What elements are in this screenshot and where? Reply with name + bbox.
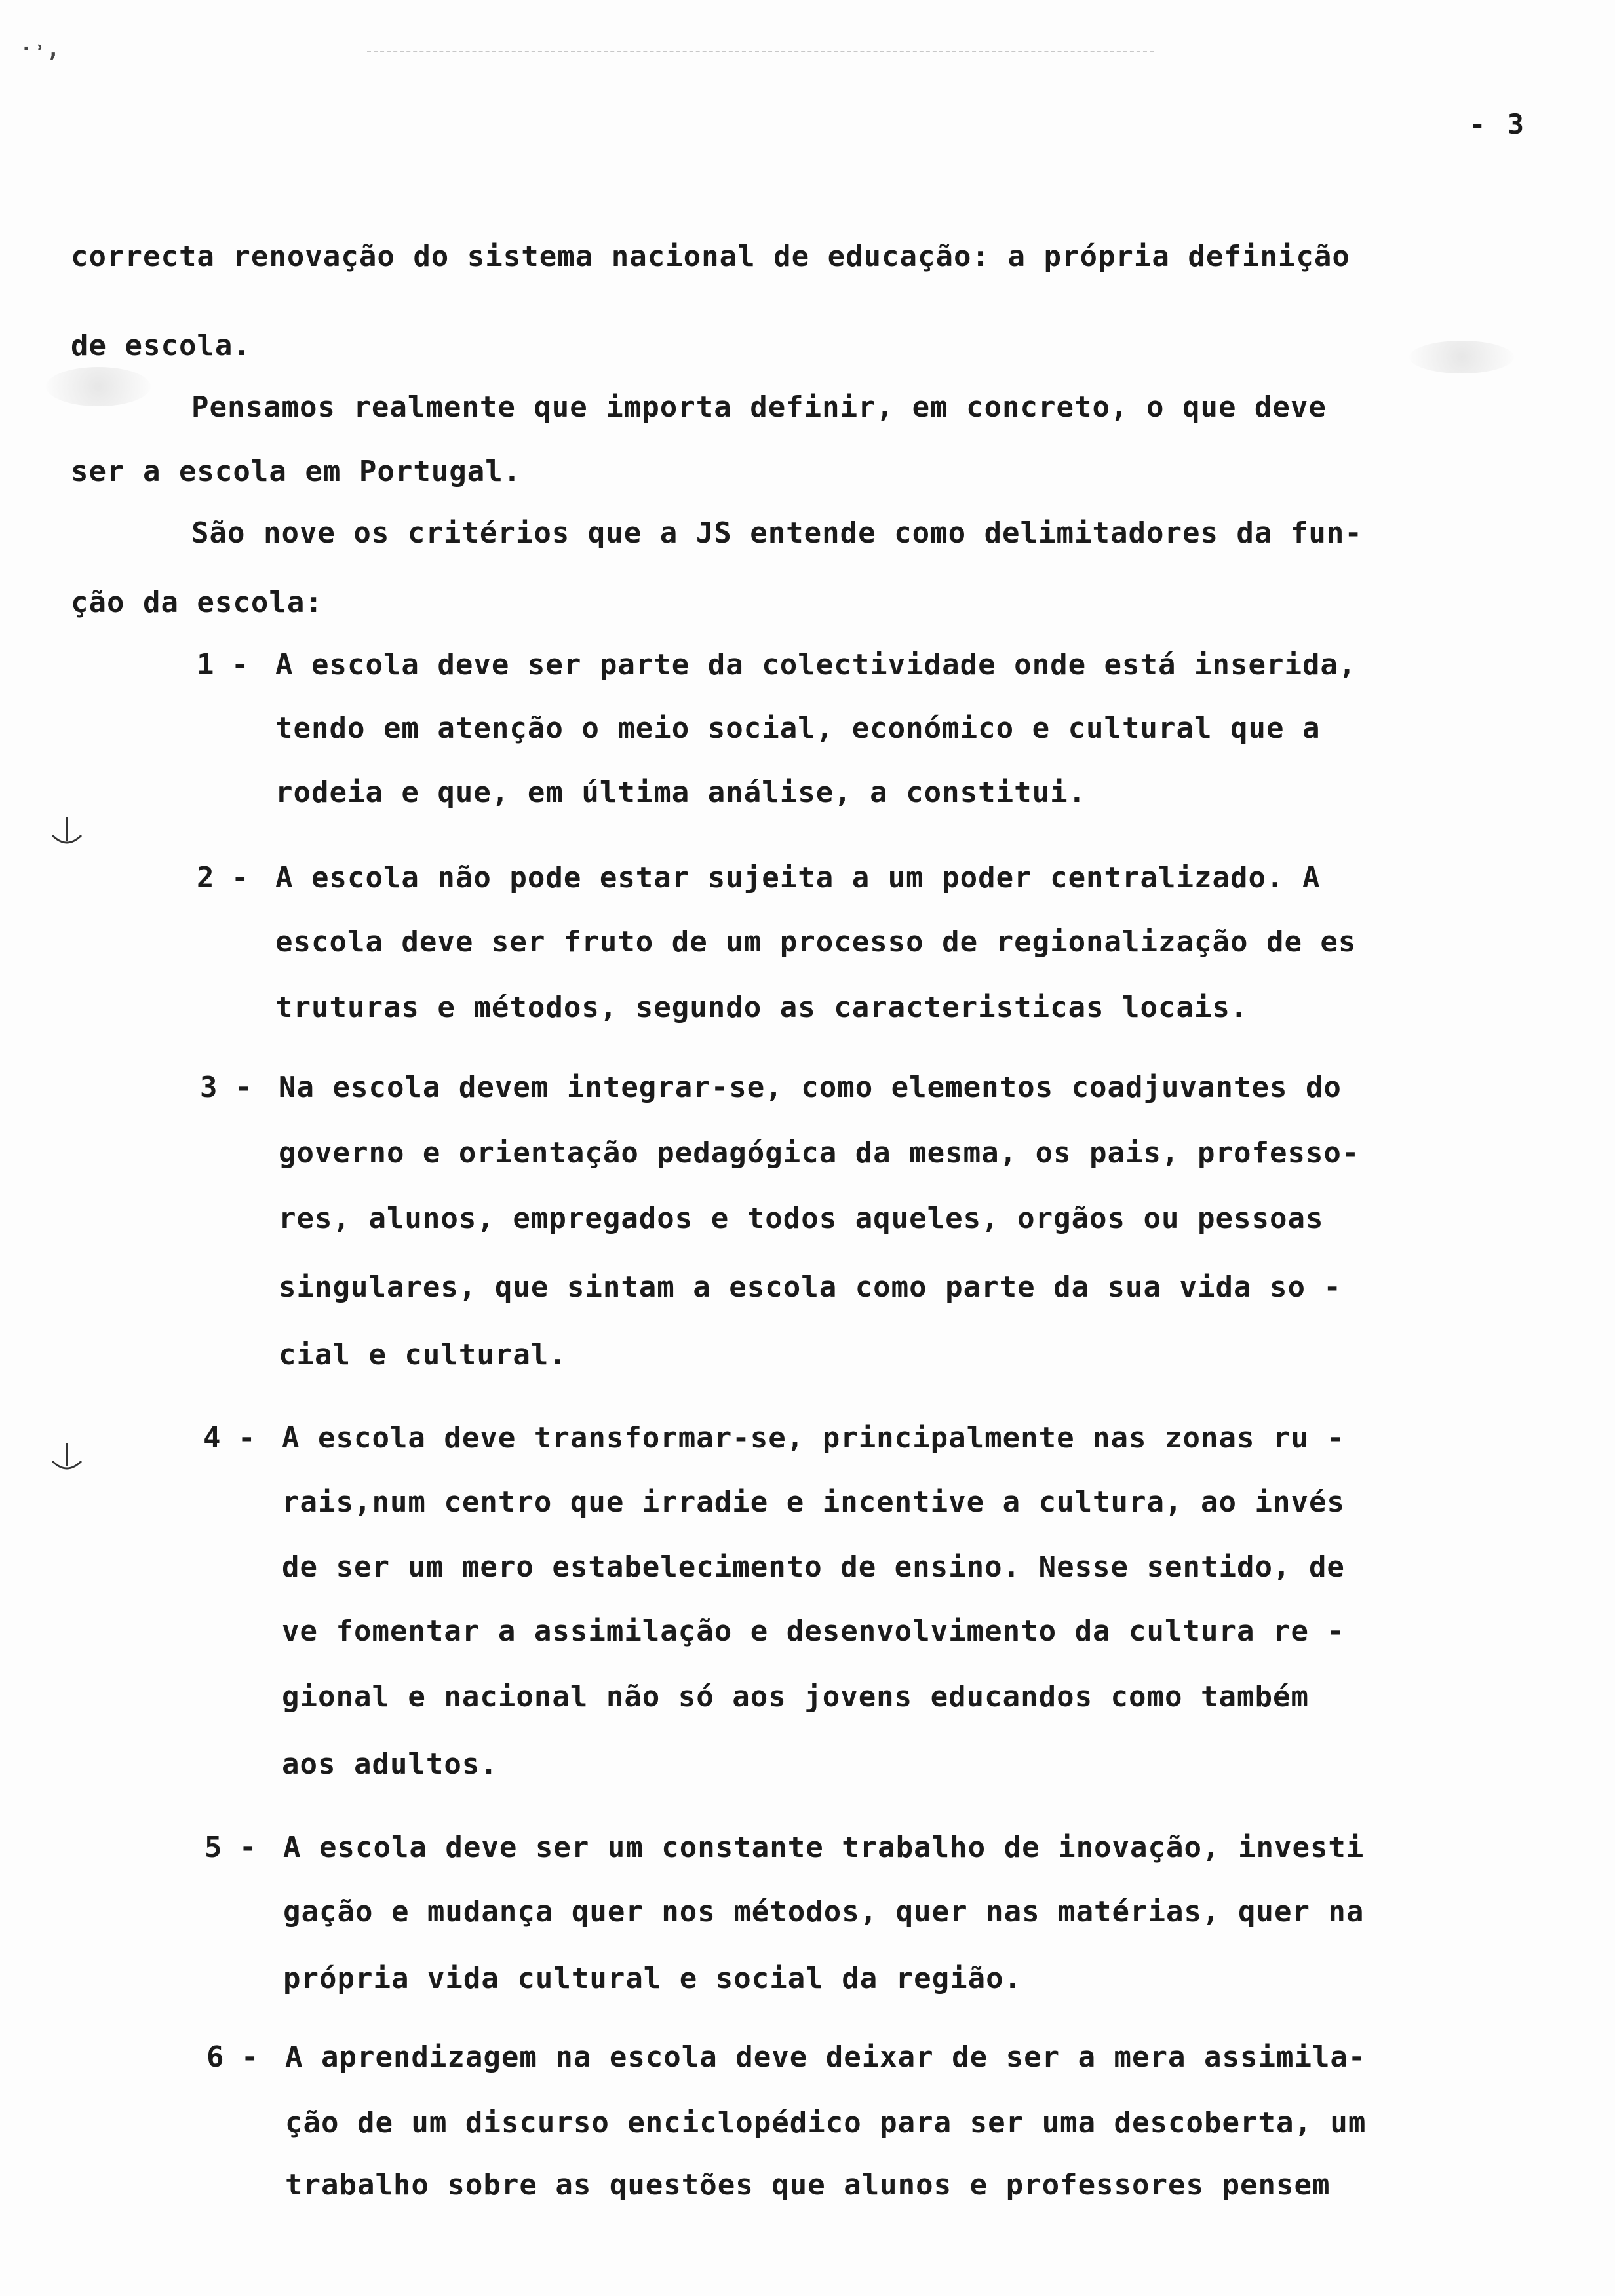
body-text-line: de escola. (71, 329, 251, 362)
body-text-line: ção da escola: (71, 586, 323, 619)
list-item-number: 5 - (204, 1831, 257, 1864)
body-text-line: ser a escola em Portugal. (71, 455, 522, 488)
list-item-line: rais,num centro que irradie e incentive a cultura, ao invés (282, 1485, 1345, 1519)
scan-smudge (1409, 341, 1514, 373)
scan-smudge (46, 367, 151, 406)
corner-scan-mark: ·˒, (20, 36, 60, 62)
list-item-line: A escola não pode estar sujeita a um poder centralizado. A (275, 861, 1321, 894)
list-item-line: A aprendizagem na escola deve deixar de ser a mera assimila- (285, 2040, 1367, 2074)
list-item-line: A escola deve ser um constante trabalho de inovação, investi (283, 1831, 1365, 1864)
list-item-number: 2 - (197, 861, 249, 894)
body-text-line: correcta renovação do sistema nacional de educação: a própria definição (71, 240, 1350, 273)
list-item-line: singulares, que sintam a escola como parte da sua vida so - (279, 1271, 1342, 1304)
body-text-line: Pensamos realmente que importa definir, em concreto, o que deve (191, 391, 1327, 424)
list-item-line: governo e orientação pedagógica da mesma, os pais, professo- (279, 1136, 1360, 1170)
list-item-line: escola deve ser fruto de um processo de regionalização de es (275, 925, 1357, 959)
list-item-line: rodeia e que, em última análise, a constitui. (275, 776, 1087, 809)
list-item-line: tendo em atenção o meio social, económico e cultural que a (275, 712, 1321, 745)
list-item-number: 3 - (200, 1071, 252, 1104)
list-item-line: Na escola devem integrar-se, como elementos coadjuvantes do (279, 1071, 1342, 1104)
list-item-line: gional e nacional não só aos jovens educandos como também (282, 1680, 1309, 1713)
list-item-line: res, alunos, empregados e todos aqueles, orgãos ou pessoas (279, 1202, 1324, 1235)
list-item-line: ção de um discurso enciclopédico para ser uma descoberta, um (285, 2106, 1367, 2139)
list-item-number: 4 - (203, 1421, 256, 1455)
list-item-line: trabalho sobre as questões que alunos e professores pensem (285, 2168, 1331, 2202)
list-item-number: 1 - (197, 648, 249, 681)
body-text-line: São nove os critérios que a JS entende como delimitadores da fun- (191, 516, 1363, 550)
scan-artifact-rule (367, 51, 1154, 52)
margin-tick-mark (47, 1442, 87, 1474)
list-item-line: própria vida cultural e social da região. (283, 1962, 1022, 1995)
list-item-line: ve fomentar a assimilação e desenvolvimento da cultura re - (282, 1615, 1345, 1648)
list-item-line: A escola deve ser parte da colectividade onde está inserida, (275, 648, 1357, 681)
list-item-line: cial e cultural. (279, 1338, 567, 1371)
list-item-line: truturas e métodos, segundo as caracteristicas locais. (275, 991, 1249, 1024)
list-item-line: de ser um mero estabelecimento de ensino. Nesse sentido, de (282, 1550, 1345, 1584)
margin-tick-mark (47, 816, 87, 849)
list-item-line: aos adultos. (282, 1748, 498, 1781)
page-number: - 3 (1469, 108, 1527, 140)
list-item-line: A escola deve transformar-se, principalmente nas zonas ru - (282, 1421, 1345, 1455)
list-item-line: gação e mudança quer nos métodos, quer nas matérias, quer na (283, 1895, 1365, 1928)
list-item-number: 6 - (206, 2040, 259, 2074)
